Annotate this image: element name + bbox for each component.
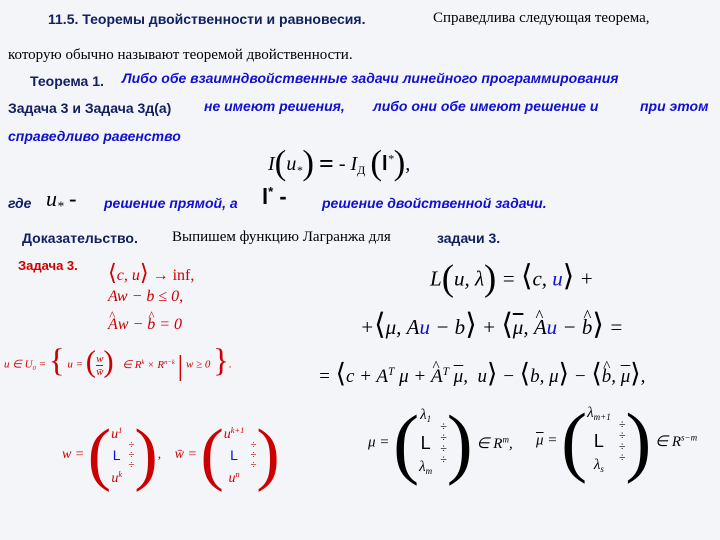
intro-line-2: которую обычно называют теоремой двойственности. [8, 47, 353, 63]
lagrange-line-1: L(u, λ) = ⟨c, u⟩ + [430, 257, 594, 298]
lagrange-line-3: = ⟨c + $A^T$ μ + ^ $A^T$ $\overline{\mu}$, u⟩ − ⟨b, μ⟩ − ⟨^ b, $\overline{\mu}⟩$, [318, 358, 645, 389]
mubar-vector-definition: $\overline{\mu}$ = ( $\lambda_{m+1}$ L $\lambda_s$ ÷ ÷ ÷ ÷ ) ∈ $R^{s-m}$ [536, 397, 698, 484]
w-vectors-definition: w = ( $u^1$ L $u^k$ ÷ ÷ ÷ ), w̄ = ( $u^{k+1}$ L $u^n$ ÷ ÷ ÷ ) [62, 416, 280, 493]
proof-text: Выпишем функцию Лагранжа для [172, 229, 391, 245]
primal-solution-symbol: $u_*$ - [46, 186, 77, 214]
theorem-label: Теорема 1. [30, 73, 104, 89]
where-dual-text: решение двойственной задачи. [322, 195, 547, 211]
task-constraint-ineq: Aw − b ≤ 0, [108, 288, 184, 305]
mu-vector-definition: μ = ( $\lambda_1$ L $\lambda_m$ ÷ ÷ ÷ ÷ ) ∈ $R^m$, [368, 399, 513, 486]
where-primal-text: решение прямой, а [104, 195, 238, 211]
proof-task: задачи 3. [437, 230, 501, 246]
theorem-line-3: справедливо равенство [8, 128, 181, 144]
task-objective: ⟨c, u⟩ → inf, [108, 260, 195, 285]
lagrange-line-2: +⟨μ, Au − b⟩ + $⟨\overline{\mu}$, ^ Au − ^ b⟩ = [360, 307, 623, 342]
theorem-part-c: при этом [640, 98, 709, 114]
proof-label: Доказательство. [22, 230, 138, 246]
tasks-label: Задача 3 и Задача 3д(а) [8, 100, 172, 116]
section-heading: 11.5. Теоремы двойственности и равновесия. [48, 11, 366, 27]
set-u0-definition: u ∈ $U_0$ = { u = ( $\frac{w}{w̄}$ ) ∈ $R^k \times R^{n-k}$ | w ≥ 0 }. [4, 343, 232, 382]
theorem-part-b: либо они обе имеют решение и [373, 98, 599, 114]
theorem-line-1: Либо обе взаимндвойственные задачи линейного программирования [122, 70, 619, 86]
theorem-part-a: не имеют решения, [204, 98, 345, 114]
where-label: где [8, 195, 32, 211]
duality-equality: $I(u_*)$ = - $I_Д$ (l*), [268, 143, 411, 182]
task-constraint-eq: ^ Aw − ^ b = 0 [108, 316, 182, 334]
intro-line-1: Справедлива следующая теорема, [433, 10, 650, 26]
dual-solution-symbol: l* - [262, 184, 287, 209]
task3-label: Задача 3. [18, 258, 78, 273]
